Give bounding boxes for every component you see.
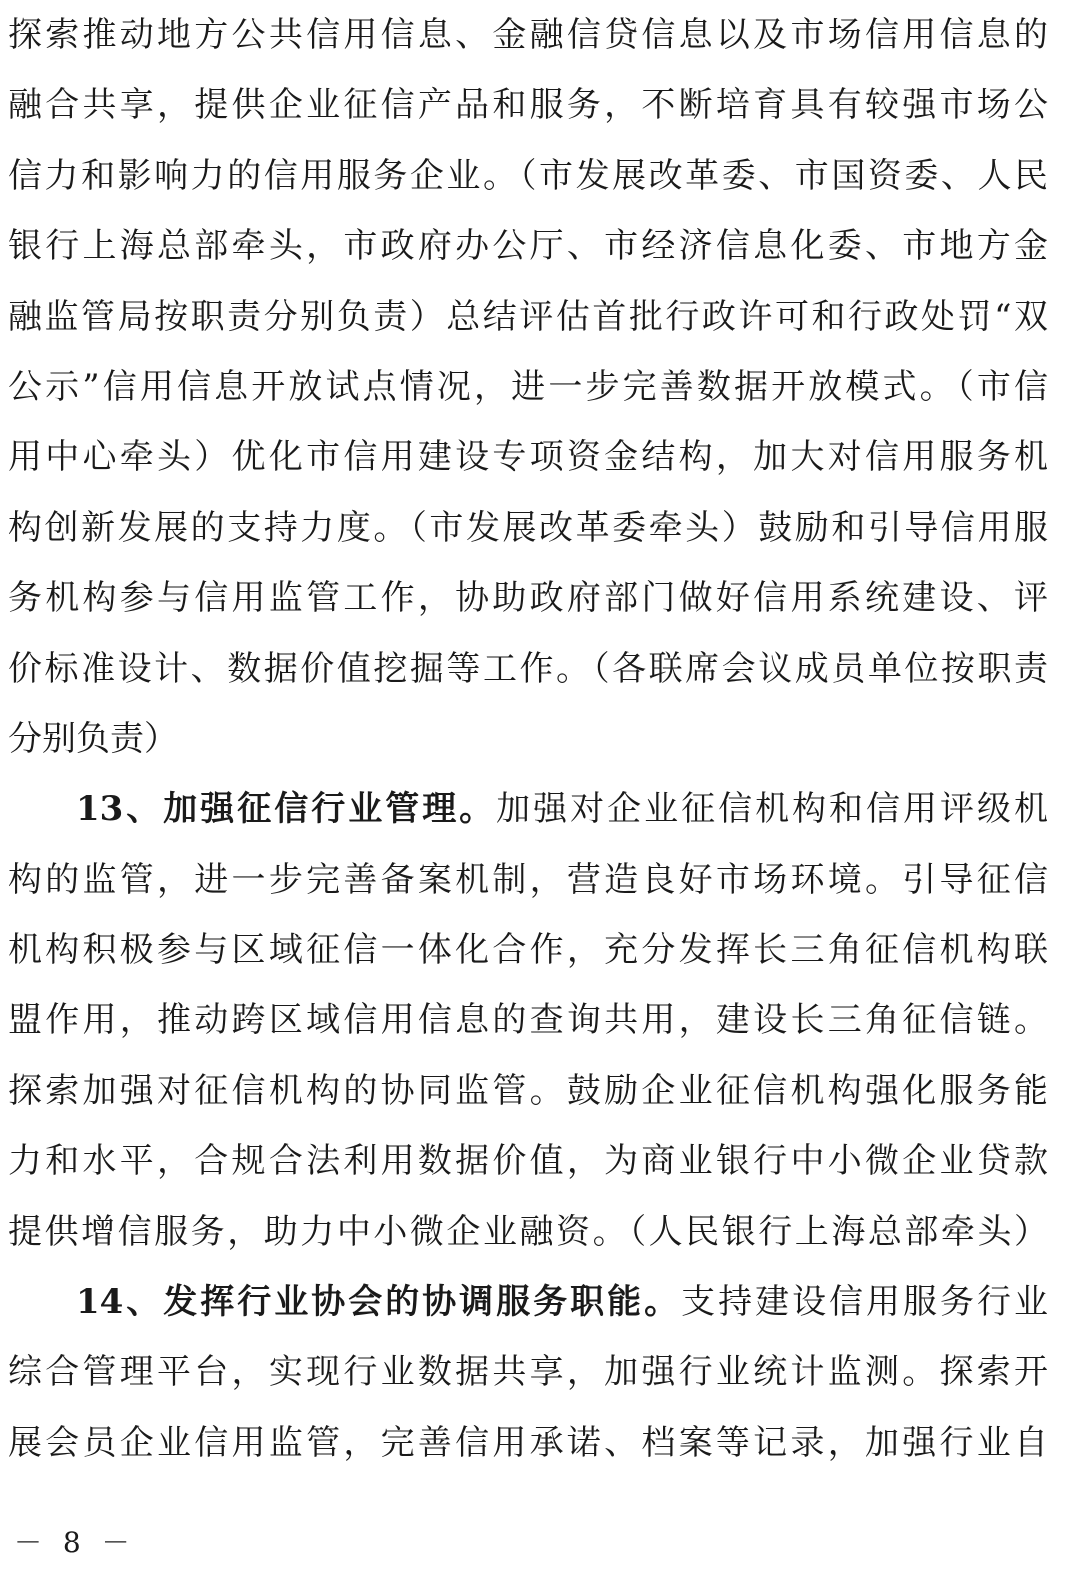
section-14-text: 支持建设信用服务行业 <box>681 1282 1048 1323</box>
text-line: 盟作用，推动跨区域信用信息的查询共用，建设长三角征信链。 <box>8 1000 1048 1041</box>
section-13-text: 加强对企业征信机构和信用评级机 <box>496 789 1048 830</box>
body-text <box>8 0 1048 1478</box>
text-line: 综合管理平台，实现行业数据共享，加强行业统计监测。探索开 <box>8 1352 1048 1393</box>
section-14-heading: 14、发挥行业协会的协调服务职能。 <box>76 1282 682 1323</box>
text-line: 力和水平，合规合法利用数据价值，为商业银行中小微企业贷款 <box>8 1141 1048 1182</box>
text-line: 公示”信用信息开放试点情况，进一步完善数据开放模式。（市信 <box>8 366 1048 407</box>
text-line: 构创新发展的支持力度。（市发展改革委牵头）鼓励和引导信用服 <box>8 507 1048 548</box>
text-line: 探索推动地方公共信用信息、金融信贷信息以及市场信用信息的 <box>8 15 1048 55</box>
text-line: 融合共享，提供企业征信产品和服务，不断培育具有较强市场公 <box>8 85 1048 126</box>
text-line: 构的监管，进一步完善备案机制，营造良好市场环境。引导征信 <box>8 859 1048 900</box>
text-line: 机构积极参与区域征信一体化合作，充分发挥长三角征信机构联 <box>8 930 1048 971</box>
page-number: － 8 － <box>14 1526 136 1559</box>
text-line: 用中心牵头）优化市信用建设专项资金结构，加大对信用服务机 <box>8 437 1048 478</box>
section-13-first-line <box>8 774 1048 844</box>
section-14-first-line <box>8 1267 1048 1337</box>
text-line: 探索加强对征信机构的协同监管。鼓励企业征信机构强化服务能 <box>8 1070 1048 1111</box>
text-line: 展会员企业信用监管，完善信用承诺、档案等记录，加强行业自 <box>8 1422 1048 1463</box>
text-line: 融监管局按职责分别负责）总结评估首批行政许可和行政处罚“双 <box>8 296 1048 337</box>
text-line: 价标准设计、数据价值挖掘等工作。（各联席会议成员单位按职责 <box>8 648 1048 689</box>
text-line: 信力和影响力的信用服务企业。（市发展改革委、市国资委、人民 <box>8 155 1048 196</box>
text-line: 银行上海总部牵头，市政府办公厅、市经济信息化委、市地方金 <box>8 226 1048 267</box>
text-line: 提供增信服务，助力中小微企业融资。（人民银行上海总部牵头） <box>8 1211 1048 1252</box>
section-13-heading: 13、加强征信行业管理。 <box>76 789 497 830</box>
text-line: 务机构参与信用监管工作，协助政府部门做好信用系统建设、评 <box>8 578 1048 619</box>
text-line: 分别负责） <box>8 718 178 759</box>
